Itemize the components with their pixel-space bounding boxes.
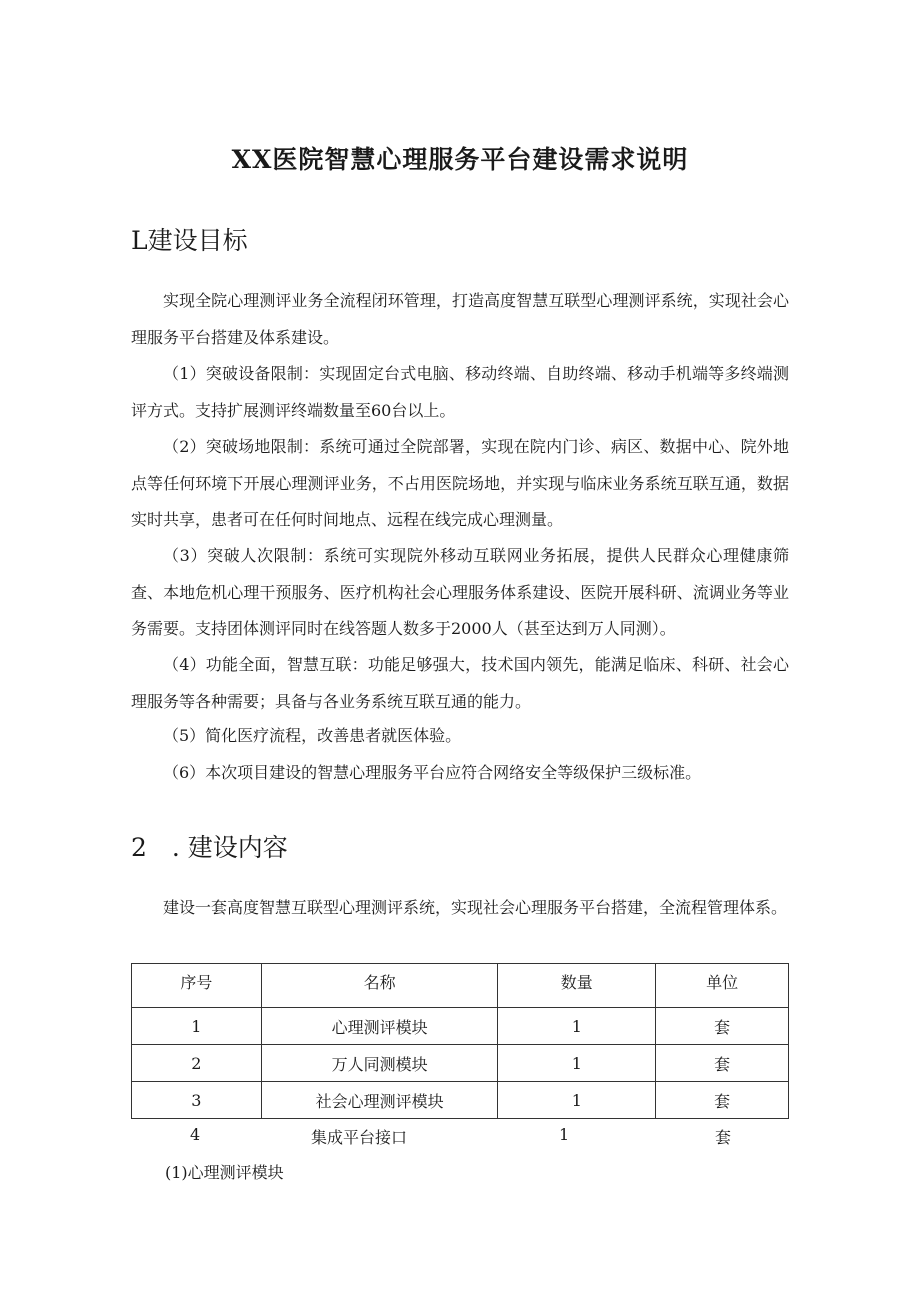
cell-quantity: 1 xyxy=(498,1008,656,1045)
goal-item-2: （2）突破场地限制：系统可通过全院部署，实现在院内门诊、病区、数据中心、院外地点等任何环境下开展心理测评业务，不占用医院场地，并实现与临床业务系统互联互通，数据实时共享，患者可在任何时间地点、远程在线完成心理测量。 xyxy=(131,437,789,529)
subsection-heading: (1)心理测评模块 xyxy=(165,1163,284,1182)
cell-index: 3 xyxy=(132,1082,262,1119)
goal-item-3: （3）突破人次限制：系统可实现院外移动互联网业务拓展，提供人民群众心理健康筛查、本地危机心理干预服务、医疗机构社会心理服务体系建设、医院开展科研、流调业务等业务需要。支持团体测评同时在线答题人数多于2000人（甚至达到万人同测）。 xyxy=(131,546,789,638)
cell-quantity: 1 xyxy=(498,1045,656,1082)
table-row xyxy=(132,1045,789,1082)
goal-item-5: （5）简化医疗流程，改善患者就医体验。 xyxy=(163,726,462,745)
header-cell-quantity: 数量 xyxy=(498,964,656,1008)
table-row xyxy=(132,1008,789,1045)
header-cell-name: 名称 xyxy=(261,964,498,1008)
cell-index: 2 xyxy=(132,1045,262,1082)
cell-quantity: 1 xyxy=(559,1125,570,1144)
goal-item-1: （1）突破设备限制：实现固定台式电脑、移动终端、自助终端、移动手机端等多终端测评方式。支持扩展测评终端数量至60台以上。 xyxy=(131,364,789,420)
cell-unit: 套 xyxy=(656,1045,789,1082)
cell-name: 集成平台接口 xyxy=(311,1128,408,1147)
goal-item-6: （6）本次项目建设的智慧心理服务平台应符合网络安全等级保护三级标准。 xyxy=(163,763,702,782)
cell-quantity: 1 xyxy=(498,1082,656,1119)
section-2-intro: 建设一套高度智慧互联型心理测评系统，实现社会心理服务平台搭建，全流程管理体系。 xyxy=(163,898,788,917)
items-table xyxy=(131,963,789,1119)
cell-name: 万人同测模块 xyxy=(261,1045,498,1082)
section-1-heading: L建设目标 xyxy=(131,226,248,255)
section-1-intro: 实现全院心理测评业务全流程闭环管理，打造高度智慧互联型心理测评系统，实现社会心理服务平台搭建及体系建设。 xyxy=(131,291,789,347)
table-header-row xyxy=(132,964,789,1008)
table-row xyxy=(132,1082,789,1119)
document-title: XX医院智慧心理服务平台建设需求说明 xyxy=(231,145,689,174)
cell-index: 1 xyxy=(132,1008,262,1045)
cell-index: 4 xyxy=(190,1125,201,1144)
cell-unit: 套 xyxy=(656,1008,789,1045)
cell-unit: 套 xyxy=(715,1128,732,1147)
header-cell-unit: 单位 xyxy=(656,964,789,1008)
section-2-heading: 2 . 建设内容 xyxy=(131,833,288,862)
goal-item-4: （4）功能全面，智慧互联：功能足够强大，技术国内领先，能满足临床、科研、社会心理服务等各种需要；具备与各业务系统互联互通的能力。 xyxy=(131,655,789,711)
cell-unit: 套 xyxy=(656,1082,789,1119)
cell-name: 社会心理测评模块 xyxy=(261,1082,498,1119)
header-cell-index: 序号 xyxy=(132,964,262,1008)
cell-name: 心理测评模块 xyxy=(261,1008,498,1045)
